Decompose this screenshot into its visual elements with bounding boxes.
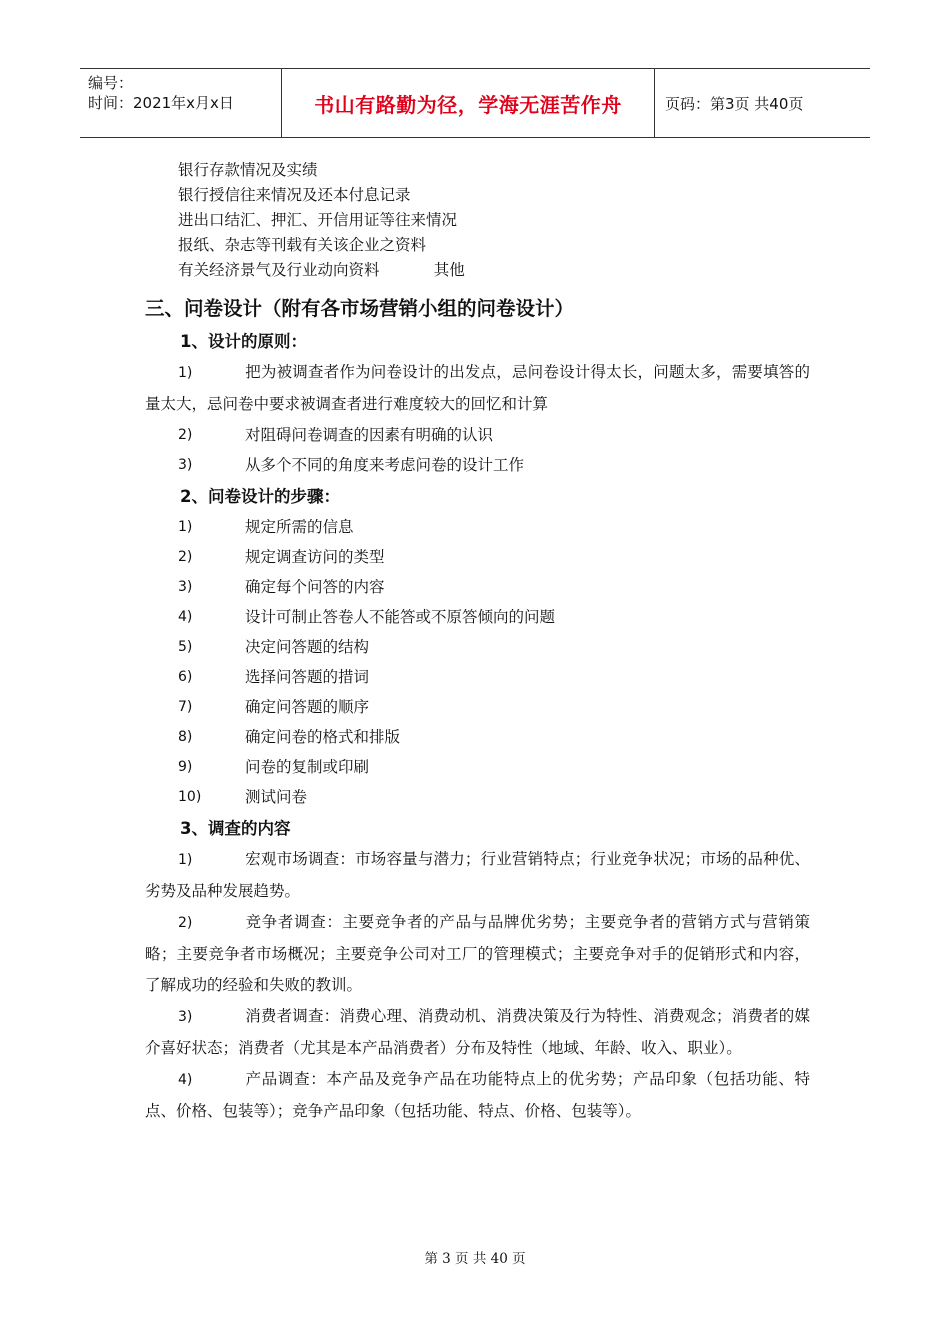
section-heading: 三、问卷设计（附有各市场营销小组的问卷设计）	[145, 297, 575, 320]
subsection-heading: 1、设计的原则：	[180, 332, 307, 351]
item-number: 2)	[178, 915, 193, 931]
item-number: 9)	[178, 759, 193, 775]
item-number: 1)	[178, 519, 193, 535]
item-text: 把为被调查者作为问卷设计的出发点，忌问卷设计得太长，问题太多，需要填答的量太大，忌问卷中要求被调查者进行难度较大的回忆和计算	[145, 363, 810, 413]
item-number: 5)	[178, 639, 193, 655]
document-body	[145, 158, 810, 1127]
item-number: 3)	[178, 457, 193, 473]
item-text: 设计可制止答卷人不能答或不原答倾向的问题	[245, 608, 556, 626]
list-item	[145, 632, 810, 662]
item-text: 产品调查：本产品及竞争产品在功能特点上的优劣势；产品印象（包括功能、特点、价格、包装等）；竞争产品印象（包括功能、特点、价格、包装等）。	[145, 1070, 810, 1120]
item-text: 问卷的复制或印刷	[245, 758, 370, 776]
item-text: 规定调查访问的类型	[245, 548, 385, 566]
item-text: 消费者调查：消费心理、消费动机、消费决策及行为特性、消费观念；消费者的媒介喜好状态；消费者（尤其是本产品消费者）分布及特性（地域、年龄、收入、职业）。	[145, 1007, 810, 1057]
document-time-label: 时间：2021年x月x日	[88, 94, 234, 112]
subsection-heading: 2、问卷设计的步骤：	[180, 487, 340, 506]
bank-info-list	[145, 158, 810, 283]
item-number: 4)	[178, 1072, 193, 1088]
list-item	[145, 782, 810, 812]
list-item: 银行授信往来情况及还本付息记录	[178, 186, 411, 204]
list-item	[145, 542, 810, 572]
list-item	[145, 602, 810, 632]
list-item	[145, 907, 810, 1001]
item-number: 8)	[178, 729, 193, 745]
subsection-heading: 3、调查的内容	[180, 819, 291, 838]
item-text: 测试问卷	[245, 788, 308, 806]
item-text: 选择问答题的措词	[245, 668, 370, 686]
page-footer: 第 3 页 共 40 页	[424, 1251, 526, 1267]
item-number: 10)	[178, 789, 202, 805]
item-number: 4)	[178, 609, 193, 625]
item-text: 宏观市场调查：市场容量与潜力；行业营销特点；行业竞争状况；市场的品种优、劣势及品种发展趋势。	[145, 850, 810, 900]
list-item	[145, 450, 810, 480]
page-header	[80, 68, 870, 138]
header-meta	[80, 69, 282, 137]
item-number: 1)	[178, 852, 193, 868]
list-item	[145, 420, 810, 450]
list-item: 进出口结汇、押汇、开信用证等往来情况	[178, 211, 458, 229]
list-item	[145, 722, 810, 752]
item-number: 2)	[178, 427, 193, 443]
item-text: 从多个不同的角度来考虑问卷的设计工作	[245, 456, 525, 474]
item-number: 3)	[178, 579, 193, 595]
item-text: 决定问答题的结构	[245, 638, 370, 656]
item-number: 3)	[178, 1009, 193, 1025]
list-item	[145, 572, 810, 602]
item-text: 竞争者调查：主要竞争者的产品与品牌优劣势；主要竞争者的营销方式与营销策略；主要竞争者市场概况；主要竞争公司对工厂的管理模式；主要竞争对手的促销形式和内容，了解成功的经验和失败的教训。	[145, 913, 810, 994]
item-number: 6)	[178, 669, 193, 685]
list-item	[145, 692, 810, 722]
list-item	[145, 752, 810, 782]
item-text: 对阻碍问卷调查的因素有明确的认识	[245, 426, 494, 444]
item-number: 1)	[178, 365, 193, 381]
item-text: 确定问卷的格式和排版	[245, 728, 401, 746]
list-item	[145, 512, 810, 542]
document-number-label: 编号：	[88, 74, 134, 92]
header-page-info: 页码：第3页 共40页	[665, 94, 804, 113]
item-number: 7)	[178, 699, 193, 715]
item-text: 确定问答题的顺序	[245, 698, 370, 716]
list-item: 有关经济景气及行业动向资料 其他	[178, 261, 465, 279]
item-text: 规定所需的信息	[245, 518, 354, 536]
item-text: 确定每个问答的内容	[245, 578, 385, 596]
header-motto: 书山有路勤为径，学海无涯苦作舟	[282, 69, 655, 137]
list-item	[145, 357, 810, 420]
list-item	[145, 662, 810, 692]
list-item	[145, 1001, 810, 1064]
list-item: 报纸、杂志等刊载有关该企业之资料	[178, 236, 427, 254]
item-number: 2)	[178, 549, 193, 565]
list-item: 银行存款情况及实绩	[178, 161, 318, 179]
list-item	[145, 844, 810, 907]
list-item	[145, 1064, 810, 1127]
